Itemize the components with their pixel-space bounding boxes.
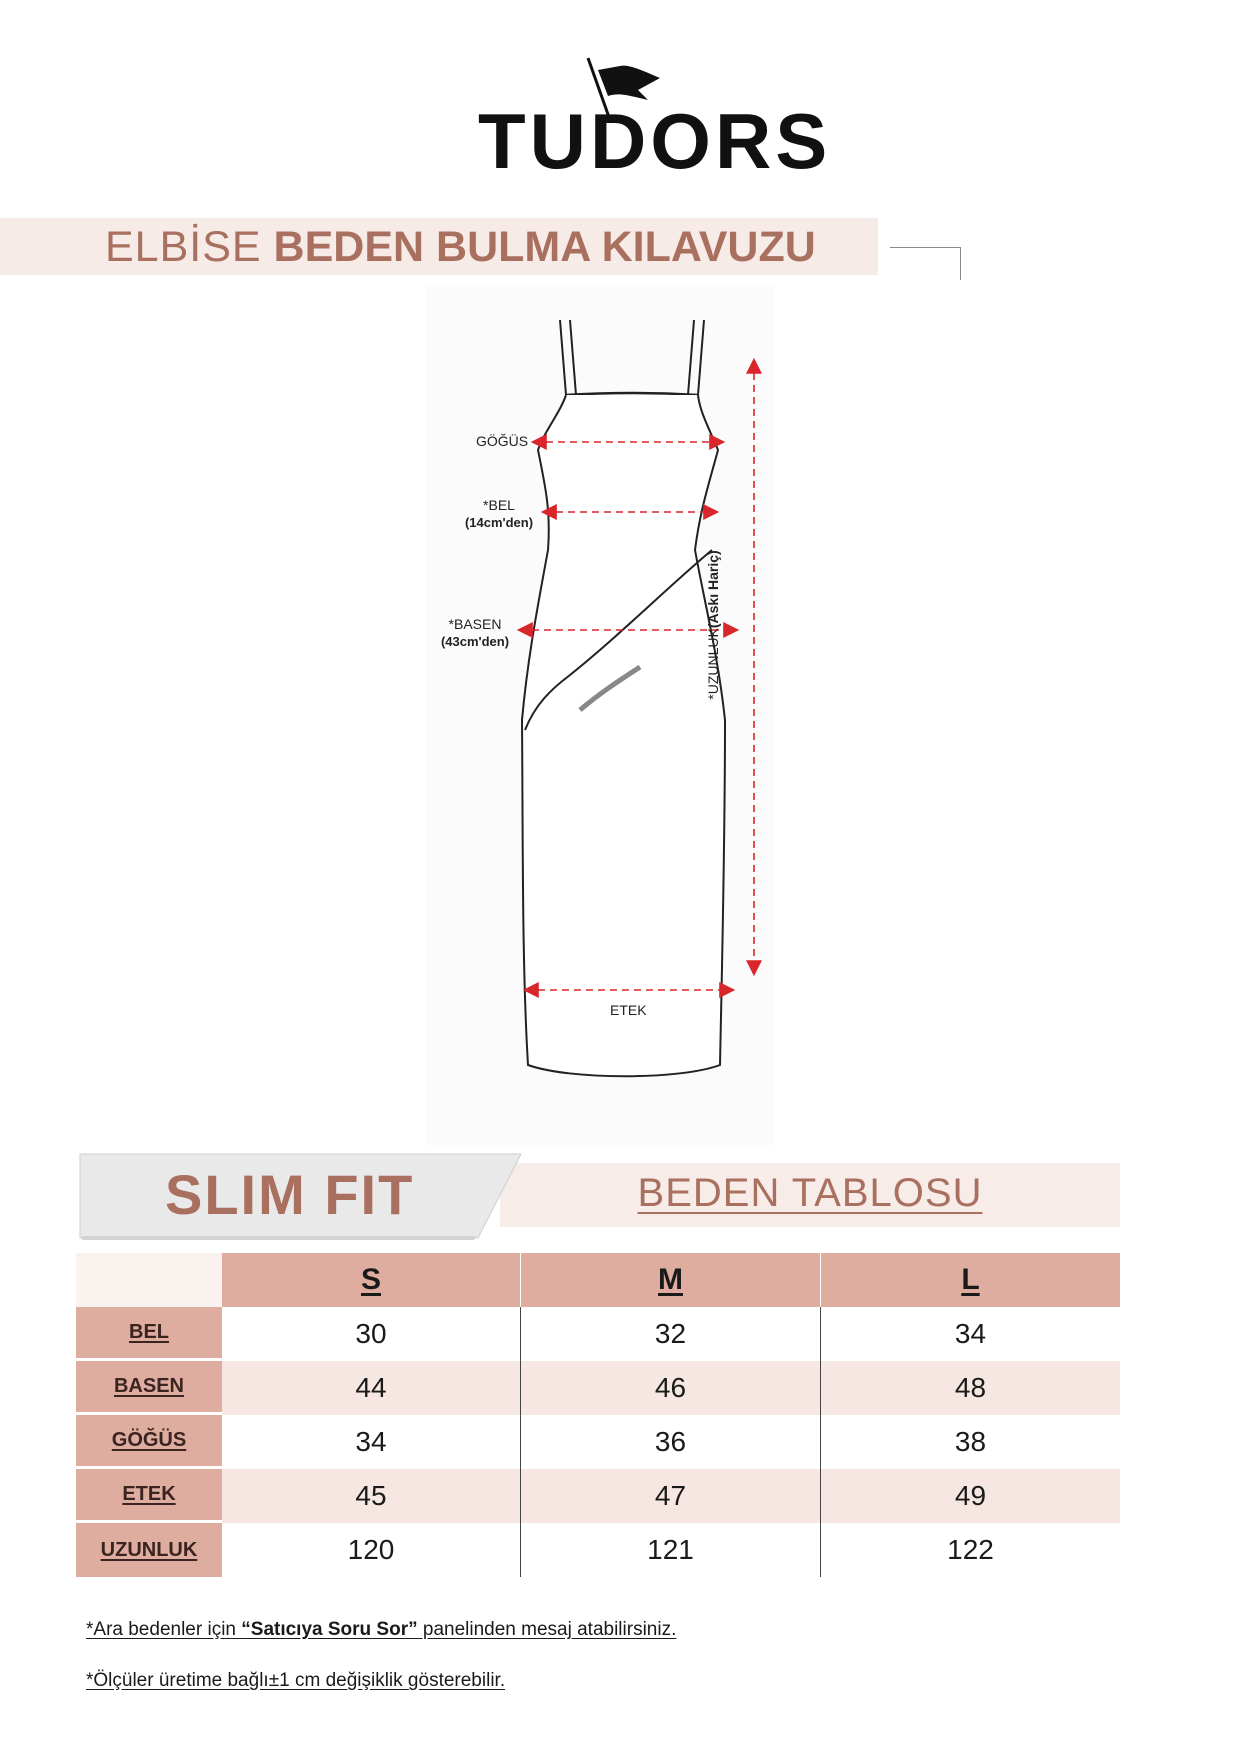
table-cell: 121 (520, 1523, 820, 1577)
note-1-tail: panelinden mesaj atabilirsiniz. (417, 1619, 677, 1640)
row-label-bel: BEL (76, 1307, 222, 1361)
label-gogus: GÖĞÜS (476, 433, 529, 449)
label-bel-text: *BEL (483, 497, 515, 513)
title-light: ELBİSE (105, 223, 262, 271)
note-1-text: *Ara bedenler için (86, 1619, 242, 1640)
page-title (105, 224, 816, 270)
dress-diagram (420, 285, 820, 1145)
table-row (76, 1415, 1120, 1469)
table-header-row (76, 1253, 1120, 1307)
table-cell: 49 (820, 1469, 1120, 1523)
size-header-m: M (520, 1253, 820, 1307)
table-cell: 120 (222, 1523, 520, 1577)
label-uzunluk (705, 535, 722, 715)
table-title-band (500, 1163, 1120, 1227)
table-row (76, 1307, 1120, 1361)
title-corner-decoration (890, 247, 961, 280)
table-cell: 122 (820, 1523, 1120, 1577)
label-uzunluk-note: (Askı Hariç) (705, 550, 721, 629)
table-cell: 47 (520, 1469, 820, 1523)
note-1-bold: “Satıcıya Soru Sor” (241, 1619, 418, 1640)
table-title: BEDEN TABLOSU (637, 1171, 983, 1215)
label-bel (464, 497, 534, 531)
table-row (76, 1361, 1120, 1415)
table-cell: 34 (820, 1307, 1120, 1361)
table-cell: 36 (520, 1415, 820, 1469)
row-label-gogus: GÖĞÜS (76, 1415, 222, 1469)
table-cell: 45 (222, 1469, 520, 1523)
title-bold: BEDEN BULMA KILAVUZU (273, 223, 816, 271)
table-cell: 38 (820, 1415, 1120, 1469)
table-cell: 48 (820, 1361, 1120, 1415)
brand-logo (470, 50, 832, 185)
title-band (0, 218, 878, 275)
brand-name: TUDORS (478, 97, 832, 185)
note-intermediate-sizes (86, 1619, 676, 1641)
size-header-l: L (820, 1253, 1120, 1307)
table-row (76, 1469, 1120, 1523)
label-uzunluk-text: *UZUNLUK (705, 628, 721, 700)
table-cell: 46 (520, 1361, 820, 1415)
row-label-uzunluk: UZUNLUK (76, 1523, 222, 1577)
size-table (76, 1253, 1120, 1577)
note-tolerance: *Ölçüler üretime bağlı±1 cm değişiklik gösterebilir. (86, 1670, 506, 1691)
label-bel-note: (14cm'den) (464, 515, 534, 530)
table-cell: 44 (222, 1361, 520, 1415)
label-etek: ETEK (610, 1002, 647, 1018)
table-row (76, 1523, 1120, 1577)
row-label-basen: BASEN (76, 1361, 222, 1415)
size-header-s: S (222, 1253, 520, 1307)
fit-label: SLIM FIT (165, 1163, 415, 1226)
table-cell: 32 (520, 1307, 820, 1361)
row-label-etek: ETEK (76, 1469, 222, 1523)
table-cell: 34 (222, 1415, 520, 1469)
table-cell: 30 (222, 1307, 520, 1361)
label-basen (438, 616, 512, 650)
label-basen-note: (43cm'den) (440, 634, 510, 649)
table-corner (76, 1253, 222, 1307)
label-basen-text: *BASEN (448, 616, 502, 632)
